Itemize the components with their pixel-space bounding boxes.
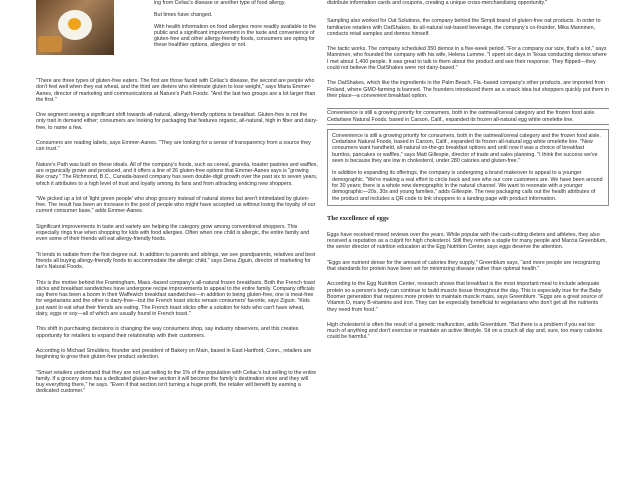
paragraph: Convenience is still a growing priority for consumers, both in the oatmeal/cereal category and the frozen food aisle. Cedarlane Natural Foods, based in Carson, Calif., expanded its frozen all-natural egg white omelette line. "New consumers want handheld, all-natural on-the-go breakfast options and until now it was a choice of breakfast burritos, pancakes or waffles," says Matt Gillespie, director of trade and sales planning. "I think the success we've seen is because they are low in cholesterol, under 280 calories and gluten-free." (332, 132, 601, 165)
paragraph: According to Michael Smulders, founder and president of Bakery on Main, based in East Hartford, Conn., retailers are beginning to grow their gluten-free product selection. (36, 347, 312, 361)
paragraph: One segment seeing a significant shift towards all-natural, allergy-friendly options is breakfast. Gluten-free is not the only trait in demand either; consumers are looking for packaging that features organic, all-natural, high in fiber and dairy-free, to name a few. (36, 112, 318, 131)
paragraph: "There are three types of gluten-free eaters. The first are those faced with Celiac's disease, the second are people who don't feel well when they eat wheat, and the third are dieters who eliminate gluten to lose weight," says Maria Emmer-Aanes, director of marketing and communications at Nature's Path Foods. "And the last two groups are a lot larger than the first." (36, 78, 316, 103)
paragraph: The tactic works. The company scheduled 350 demos in a five-week period. "For a company our size, that's a lot," says Manninen, who founded the company with his wife, Helena Lumme. "I spent six days in Texas conducting demos where I met about 1,400 people. It was great to talk to them about the product and see their response. They flipped—they could not believe the OatShakes were not dairy-based." (327, 46, 607, 72)
intro-text (154, 0, 318, 55)
paragraph: Eggs have received mixed reviews over the years. While popular with the carb-cutting dieters and athletes, they also received a reputation as a culprit for high cholesterol. Still they remain a staple for many people and Marcia Greenblum, the senior director of nutrition education at the Egg Nutrition Center, says eggs deserve the attention. (327, 231, 607, 251)
paragraph: This shift in purchasing decisions is changing the way consumers shop, say industry observers, and this creates opportunity for retailers to expand their relationship with their customers. (36, 326, 299, 339)
paragraph: High cholesterol is often the result of a genetic malfunction, adds Greenblum. "But there is a problem if you eat too much of anything and don't exercise or maintain an active lifestyle. Sit on a couch all day and, sure, too many calories could be harmful." (327, 321, 603, 341)
toast-shape (38, 36, 62, 52)
paragraph: "Eggs are nutrient dense for the amount of calories they supply," Greenblum says, "and more people are recognizing that standards for protein have been set for minimizing disease rather than optimal health." (327, 259, 600, 273)
left-body (36, 78, 318, 404)
paragraph: distribute information cards and coupons, creating a unique cross-merchandising opportunity." (327, 0, 547, 6)
egg-yolk-shape (68, 18, 81, 30)
paragraph: "Smart retailers understand that they are not just selling to the 1% of the population with Celiac's but selling to the entire family. If a grocery store has a dedicated gluten-free section it will become the family's destination store and they will buy everything there," he says. "Even if that section isn't turning a huge profit, the retailer will benefit by earning a dedicated customer." (36, 369, 317, 395)
paragraph: Significant improvements in taste and variety are helping the category grow among conventional shoppers. This especially rings true when shopping for kids with food allergies. Often when one child is allergic, the entire family and even some of their friends will eat allergy-friendly foods. (36, 223, 310, 243)
paragraph: The OatShakes, which like the ingredients in the Palm Beach, Fla.-based company's other products, are imported from Finland, where GMO-farming is banned. The founders introduced them as a snack idea but shoppers quickly put them in their place—a convenient breakfast option. (327, 80, 609, 99)
paragraph: "It tends to radiate from the first degree out. In addition to parents and siblings, we see grandparents, relatives and best friends all buying allergy-friendly foods to accommodate the allergic child," says Dena Ziguin, director of marketing for Ian's Natural Foods. (36, 251, 316, 271)
paragraph: Sampling also worked for Oat Solutions, the company behind the Simpli brand of gluten-free oat products. In order to familiarize retailers with OatShakes, its all-natural oat-based beverage, the company's co-founder, Mika Manninen, conducts retail samples and demos himself. (327, 18, 601, 37)
paragraph: In addition to expanding its offerings, the company is undergoing a brand makeover to appeal to a younger demographic. "We're making a real effort to circle back and see who our core customers are. We have been around for 30 years; there is a whole new demographic in the natural channel. We want to resonate with a younger demographic—20s, 30s and young families," adds Gillespie. The new packaging calls out the health attributes of the product and includes a QR code to link shoppers to a landing page with product information. (332, 170, 603, 202)
paragraph: This is the motive behind the Framingham, Mass.-based company's all-natural frozen breakfasts. Both the French toast sticks and breakfast sandwiches have undergone recipe improvements to appeal to the entire family. Company officials say there has been a boom in their Waffewich breakfast sandwiches—in addition to being gluten-free, one is meat-free for vegetarians and the other is dairy-free—but the French toast sticks remain consumers' favorite, says Ziguin. "Kids just want to eat what their friends are eating. The French toast sticks offer a solution for kids who can't have wheat, dairy, eggs or soy—all of which are usually found in French toast." (36, 279, 315, 318)
intro-line: ing from Celiac's disease or another type of food allergy. (154, 0, 286, 6)
paragraph: According to the Egg Nutrition Center, research shows that breakfast is the most important meal to include adequate protein so a person's body can continue to build muscle tissue throughout the day. This is especially true for the Baby Boomer generation that requires more protein to maintain muscle mass, says Greenblum. "Eggs are a great source of Vitamin D, many B-vitamins and iron. They can be especially beneficial to vegetarians who don't get all the nutrients they need from food." (327, 281, 603, 313)
paragraph: Nature's Path was built on these ideals. All of the company's foods, such as cereal, granola, toaster pastries and waffles, are organically grown and produced, and it offers a line of 26 gluten-free options that Emmer-Aanes says is "growing like crazy." The Richmond, B.C., Canada-based company has seen double-digit growth over the past six to seven years, which it attributes to a high level of trust and loyalty among its fans and from attracting enticing new shoppers. (36, 161, 318, 187)
paragraph: "We picked up a lot of 'light green people' who shop grocery instead of natural stores but aren't intimidated by gluten-free. The result has been an increase in the pool of people who might have accepted us without losing the loyalty of our current consumer base," adds Emmer-Aanes. (36, 195, 316, 215)
highlighted-excerpt: Convenience is still a growing priority for consumers, both in the oatmeal/cereal category and the frozen food aisle. Cedarlane Natural Foods, based in Carson, Calif., expanded its frozen all-natural egg white omelette line. (327, 108, 609, 125)
boxed-excerpt (327, 129, 609, 206)
intro-growth: With health information on food allergies more readily available to the public and a significant improvement in the taste and convenience of gluten-free and other allergy-friendly foods, consumers are opting for these healthier options, allergies or not. (154, 23, 317, 49)
right-column (327, 0, 609, 350)
section-heading: The excellence of eggs (327, 214, 389, 222)
paragraph: Consumers are reading labels, says Emmer-Aanes. "They are looking for a sense of transparency from a source they can trust." (36, 140, 311, 153)
breakfast-photo (36, 0, 114, 55)
intro-changed: But times have changed. (154, 12, 213, 19)
